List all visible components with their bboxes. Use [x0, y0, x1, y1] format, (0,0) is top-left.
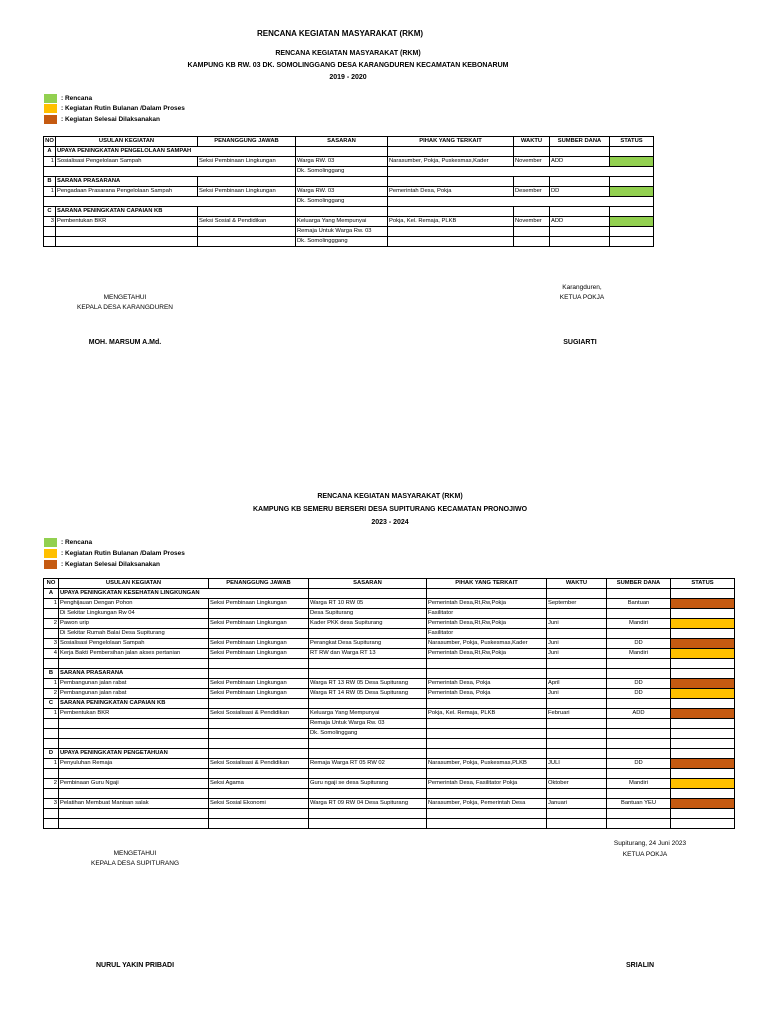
- cell-sasaran: Warga RT 10 RW 05: [309, 599, 427, 609]
- cell-usulan: Pawon urip: [59, 619, 209, 629]
- cell-waktu: JULI: [547, 759, 607, 769]
- col-header: USULAN KEGIATAN: [59, 579, 209, 589]
- table-row: [44, 197, 654, 207]
- cell-pihak: Narasumber, Pokja, Puskesmas,Kader: [388, 157, 514, 167]
- doc1-legend-rencana: [44, 94, 92, 103]
- cell-waktu: Juni: [547, 689, 607, 699]
- col-header: NO: [44, 137, 56, 147]
- doc1-title: RENCANA KEGIATAN MASYARAKAT (RKM): [275, 50, 421, 57]
- cell-sasaran: Kader PKK desa Supiturang: [309, 619, 427, 629]
- cell-no: 4: [44, 649, 59, 659]
- cell-usulan: Penyuluhan Remaja: [59, 759, 209, 769]
- doc1-kepala-desa: KEPALA DESA KARANGDUREN: [77, 304, 173, 311]
- status-cell: [671, 799, 735, 809]
- cell-sasaran: Guru ngaji se desa Supiturang: [309, 779, 427, 789]
- cell-waktu: Oktober: [547, 779, 607, 789]
- cell-dana: Bantuan YEU: [607, 799, 671, 809]
- orange-swatch: [44, 104, 57, 113]
- section-row: [44, 177, 654, 187]
- cell-sasaran: Dk. Somolinggang: [296, 197, 388, 207]
- table-row: [44, 729, 735, 739]
- cell-waktu: Juni: [547, 619, 607, 629]
- section-row: [44, 669, 735, 679]
- green-swatch: [44, 538, 57, 547]
- status-cell: [671, 639, 735, 649]
- table-header-row: [44, 579, 735, 589]
- cell-pihak: Pemerintah Desa,Rt,Rw,Pokja: [427, 619, 547, 629]
- cell-pj: Seksi Agama: [209, 779, 309, 789]
- col-header: USULAN KEGIATAN: [56, 137, 198, 147]
- doc2-ketua-pokja: KETUA POKJA: [622, 851, 668, 858]
- table-row: [44, 759, 735, 769]
- cell-usulan: Kerja Bakti Pembersihan jalan akses pertanian: [59, 649, 209, 659]
- cell-no: 3: [44, 217, 56, 227]
- cell-pihak: Narasumber, Pokja, Pemerintah Desa: [427, 799, 547, 809]
- col-header: STATUS: [610, 137, 654, 147]
- col-header: STATUS: [671, 579, 735, 589]
- cell-no: 3: [44, 639, 59, 649]
- doc2-table: [43, 578, 735, 829]
- section-row: [44, 699, 735, 709]
- cell-usulan: Di Sekitar Lingkungan Rw 04: [59, 609, 209, 619]
- cell-pihak: Pokja, Kel. Remaja, PLKB: [388, 217, 514, 227]
- cell-usulan: Pembangunan jalan rabat: [59, 689, 209, 699]
- doc2-place-date: Supiturang, 24 Juni 2023: [613, 840, 687, 847]
- doc1-main-title: RENCANA KEGIATAN MASYARAKAT (RKM): [256, 29, 424, 38]
- cell-pj: Seksi Pembinaan Lingkungan: [209, 639, 309, 649]
- section-code: B: [44, 669, 59, 679]
- table-row: [44, 227, 654, 237]
- cell-pihak: Pemerintah Desa,Rt,Rw,Pokja: [427, 649, 547, 659]
- cell-dana: Bantuan: [607, 599, 671, 609]
- cell-sasaran: Warga RW. 03: [296, 157, 388, 167]
- cell-no: 2: [44, 619, 59, 629]
- cell-dana: DD: [607, 689, 671, 699]
- cell-pihak: Pokja, Kel. Remaja, PLKB: [427, 709, 547, 719]
- section-code: C: [44, 699, 59, 709]
- table-row: [44, 809, 735, 819]
- cell-dana: ADD: [550, 217, 610, 227]
- table-row: [44, 649, 735, 659]
- table-row: [44, 217, 654, 227]
- doc1-mengetahui: MENGETAHUI: [103, 294, 147, 301]
- cell-sasaran: Keluarga Yang Mempunyai: [296, 217, 388, 227]
- cell-pj: Seksi Pembinaan Lingkungan: [209, 689, 309, 699]
- cell-usulan: Pembangunan jalan rabat: [59, 679, 209, 689]
- section-code: C: [44, 207, 56, 217]
- cell-sasaran: Warga RT 14 RW 05 Desa Supiturang: [309, 689, 427, 699]
- table-row: [44, 659, 735, 669]
- cell-no: 1: [44, 709, 59, 719]
- section-row: [44, 207, 654, 217]
- cell-dana: DD: [607, 639, 671, 649]
- cell-pihak: Fasilitator: [427, 609, 547, 619]
- doc2-ketua-name: SRIALIN: [626, 962, 654, 969]
- cell-sasaran: Dk. Somolinggang: [296, 167, 388, 177]
- status-cell: [671, 689, 735, 699]
- doc2-legend-proses: [44, 549, 185, 558]
- cell-sasaran: Warga RT 13 RW 05 Desa Supiturang: [309, 679, 427, 689]
- col-header: SUMBER DANA: [607, 579, 671, 589]
- table-row: [44, 689, 735, 699]
- cell-sasaran: Remaja Warga RT 05 RW 02: [309, 759, 427, 769]
- cell-pj: Seksi Pembinaan Lingkungan: [209, 599, 309, 609]
- col-header: PIHAK YANG TERKAIT: [388, 137, 514, 147]
- cell-no: 1: [44, 187, 56, 197]
- table-row: [44, 799, 735, 809]
- doc1-ketua-name: SUGIARTI: [563, 339, 597, 346]
- doc2-legend-rencana: [44, 538, 92, 547]
- table-row: [44, 739, 735, 749]
- table-row: [44, 187, 654, 197]
- col-header: WAKTU: [514, 137, 550, 147]
- col-header: SASARAN: [296, 137, 388, 147]
- cell-pihak: Fasilitator: [427, 629, 547, 639]
- col-header: NO: [44, 579, 59, 589]
- cell-waktu: Desember: [514, 187, 550, 197]
- section-title: SARANA PENINGKATAN CAPAIAN KB: [56, 207, 198, 217]
- cell-pj: Seksi Pembinaan Lingkungan: [209, 679, 309, 689]
- cell-no: 2: [44, 779, 59, 789]
- doc2-kepala-name: NURUL YAKIN PRIBADI: [95, 962, 175, 969]
- orange-swatch: [44, 549, 57, 558]
- section-row: [44, 749, 735, 759]
- cell-sasaran: Warga RT 09 RW 04 Desa Supiturang: [309, 799, 427, 809]
- section-code: D: [44, 749, 59, 759]
- cell-pj: Seksi Pembinaan Lingkungan: [209, 619, 309, 629]
- status-cell: [610, 187, 654, 197]
- col-header: SUMBER DANA: [550, 137, 610, 147]
- doc1-kepala-name: MOH. MARSUM A.Md.: [88, 339, 162, 346]
- status-cell: [671, 619, 735, 629]
- cell-usulan: Sosialisasi Pengelolaan Sampah: [59, 639, 209, 649]
- doc2-legend-selesai: [44, 560, 160, 569]
- table-row: [44, 819, 735, 829]
- brown-swatch: [44, 560, 57, 569]
- table-row: [44, 157, 654, 167]
- cell-no: 1: [44, 679, 59, 689]
- doc2-subtitle: KAMPUNG KB SEMERU BERSERI DESA SUPITURANG KECAMATAN PRONOJIWO: [252, 506, 528, 513]
- doc1-period: 2019 - 2020: [329, 74, 367, 81]
- cell-dana: Mandiri: [607, 619, 671, 629]
- table-row: [44, 639, 735, 649]
- table-row: [44, 619, 735, 629]
- section-code: A: [44, 589, 59, 599]
- cell-usulan: Pengadaan Prasarana Pengelolaan Sampah: [56, 187, 198, 197]
- cell-usulan: Sosialisasi Pengelolaan Sampah: [56, 157, 198, 167]
- table-row: [44, 709, 735, 719]
- cell-usulan: Pembentukan BKR: [56, 217, 198, 227]
- table-row: [44, 679, 735, 689]
- status-cell: [610, 157, 654, 167]
- cell-pj: Seksi Pembinaan Lingkungan: [209, 649, 309, 659]
- cell-no: 2: [44, 689, 59, 699]
- section-title: UPAYA PENINGKATAN PENGELOLAAN SAMPAH: [56, 147, 296, 157]
- table-row: [44, 609, 735, 619]
- table-row: [44, 237, 654, 247]
- cell-sasaran: Remaja Untuk Warga Rw. 03: [309, 719, 427, 729]
- section-title: UPAYA PENINGKATAN PENGETAHUAN: [59, 749, 209, 759]
- status-cell: [671, 779, 735, 789]
- status-cell: [671, 679, 735, 689]
- cell-waktu: Februari: [547, 709, 607, 719]
- cell-sasaran: RT RW dan Warga RT 13: [309, 649, 427, 659]
- doc1-legend-proses: [44, 104, 185, 113]
- col-header: PIHAK YANG TERKAIT: [427, 579, 547, 589]
- cell-waktu: September: [547, 599, 607, 609]
- section-title: SARANA PENINGKATAN CAPAIAN KB: [59, 699, 209, 709]
- doc2-mengetahui: MENGETAHUI: [113, 850, 157, 857]
- cell-usulan: Di Sekitar Rumah Balai Desa Supiturang: [59, 629, 209, 639]
- section-title: UPAYA PENINGKATAN KESEHATAN LINGKUNGAN: [59, 589, 309, 599]
- doc1-table: [43, 136, 654, 247]
- status-cell: [671, 649, 735, 659]
- cell-waktu: April: [547, 679, 607, 689]
- cell-sasaran: Desa Supiturang: [309, 609, 427, 619]
- status-cell: [671, 599, 735, 609]
- table-row: [44, 629, 735, 639]
- section-row: [44, 147, 654, 157]
- cell-pj: Seksi Pembinaan Lingkungan: [198, 187, 296, 197]
- doc1-place-date: Karangduren,: [562, 284, 602, 291]
- legend-label: : Kegiatan Selesai Dilaksanakan: [61, 116, 160, 123]
- cell-no: 1: [44, 599, 59, 609]
- legend-label: : Rencana: [61, 95, 93, 102]
- cell-pj: Seksi Pembinaan Lingkungan: [198, 157, 296, 167]
- status-cell: [671, 759, 735, 769]
- status-cell: [610, 217, 654, 227]
- table-row: [44, 769, 735, 779]
- col-header: PENANGGUNG JAWAB: [198, 137, 296, 147]
- col-header: PENANGGUNG JAWAB: [209, 579, 309, 589]
- section-title: SARANA PRASARANA: [56, 177, 198, 187]
- doc2-title: RENCANA KEGIATAN MASYARAKAT (RKM): [317, 493, 463, 500]
- brown-swatch: [44, 115, 57, 124]
- cell-waktu: Januari: [547, 799, 607, 809]
- green-swatch: [44, 94, 57, 103]
- doc1-subtitle: KAMPUNG KB RW. 03 DK. SOMOLINGGANG DESA KARANGDUREN KECAMATAN KEBONARUM: [187, 62, 509, 69]
- cell-usulan: Pelatihan Membuat Manisan salak: [59, 799, 209, 809]
- cell-pihak: Narasumber, Pokja, Puskesmas,Kader: [427, 639, 547, 649]
- cell-sasaran: Keluarga Yang Mempunyai: [309, 709, 427, 719]
- col-header: WAKTU: [547, 579, 607, 589]
- cell-pj: Seksi Sosial & Pendidikan: [198, 217, 296, 227]
- cell-pihak: Pemerintah Desa, Fasilitator Pokja: [427, 779, 547, 789]
- cell-dana: DD: [607, 679, 671, 689]
- cell-dana: Mandiri: [607, 649, 671, 659]
- legend-label: : Rencana: [61, 539, 93, 546]
- cell-waktu: November: [514, 217, 550, 227]
- status-cell: [671, 709, 735, 719]
- table-row: [44, 779, 735, 789]
- table-row: [44, 167, 654, 177]
- cell-usulan: Pembinaan Guru Ngaji: [59, 779, 209, 789]
- cell-usulan: Pembentukan BKR: [59, 709, 209, 719]
- legend-label: : Kegiatan Rutin Bulanan /Dalam Proses: [61, 550, 185, 557]
- cell-pihak: Pemerintah Desa,Rt,Rw,Pokja: [427, 599, 547, 609]
- legend-label: : Kegiatan Selesai Dilaksanakan: [61, 561, 160, 568]
- table-row: [44, 719, 735, 729]
- cell-pihak: Pemerintah Desa, Pokja: [427, 689, 547, 699]
- cell-pihak: Narasumber, Pokja, Puskesmas,PLKB: [427, 759, 547, 769]
- cell-dana: ADD: [550, 157, 610, 167]
- table-header-row: [44, 137, 654, 147]
- section-title: SARANA PRASARANA: [59, 669, 209, 679]
- cell-pihak: Pemerintah Desa, Pokja: [388, 187, 514, 197]
- cell-sasaran: Remaja Untuk Warga Rw. 03: [296, 227, 388, 237]
- cell-sasaran: Dk. Somolingggang: [296, 237, 388, 247]
- doc1-legend-selesai: [44, 115, 160, 124]
- table-row: [44, 599, 735, 609]
- cell-sasaran: Warga RW. 03: [296, 187, 388, 197]
- cell-usulan: Penghijauan Dengan Pohon: [59, 599, 209, 609]
- section-row: [44, 589, 735, 599]
- cell-dana: DD: [607, 759, 671, 769]
- cell-sasaran: Dk. Somolinggang: [309, 729, 427, 739]
- cell-dana: Mandiri: [607, 779, 671, 789]
- cell-waktu: November: [514, 157, 550, 167]
- cell-pj: Seksi Sosialisasi & Pendidikan: [209, 759, 309, 769]
- cell-waktu: Juni: [547, 649, 607, 659]
- cell-dana: DD: [550, 187, 610, 197]
- cell-no: 1: [44, 759, 59, 769]
- legend-label: : Kegiatan Rutin Bulanan /Dalam Proses: [61, 105, 185, 112]
- table-row: [44, 789, 735, 799]
- cell-waktu: Juni: [547, 639, 607, 649]
- section-code: A: [44, 147, 56, 157]
- cell-pj: Seksi Sosial Ekonomi: [209, 799, 309, 809]
- doc1-ketua-pokja: KETUA POKJA: [559, 294, 605, 301]
- section-code: B: [44, 177, 56, 187]
- cell-sasaran: Perangkat Desa Supiturang: [309, 639, 427, 649]
- cell-pj: Seksi Sosialisasi & Pendidikan: [209, 709, 309, 719]
- cell-no: 3: [44, 799, 59, 809]
- cell-pihak: Pemerintah Desa, Pokja: [427, 679, 547, 689]
- cell-no: 1: [44, 157, 56, 167]
- doc2-kepala-desa: KEPALA DESA SUPITURANG: [90, 860, 180, 867]
- doc2-period: 2023 - 2024: [371, 519, 409, 526]
- cell-dana: ADD: [607, 709, 671, 719]
- col-header: SASARAN: [309, 579, 427, 589]
